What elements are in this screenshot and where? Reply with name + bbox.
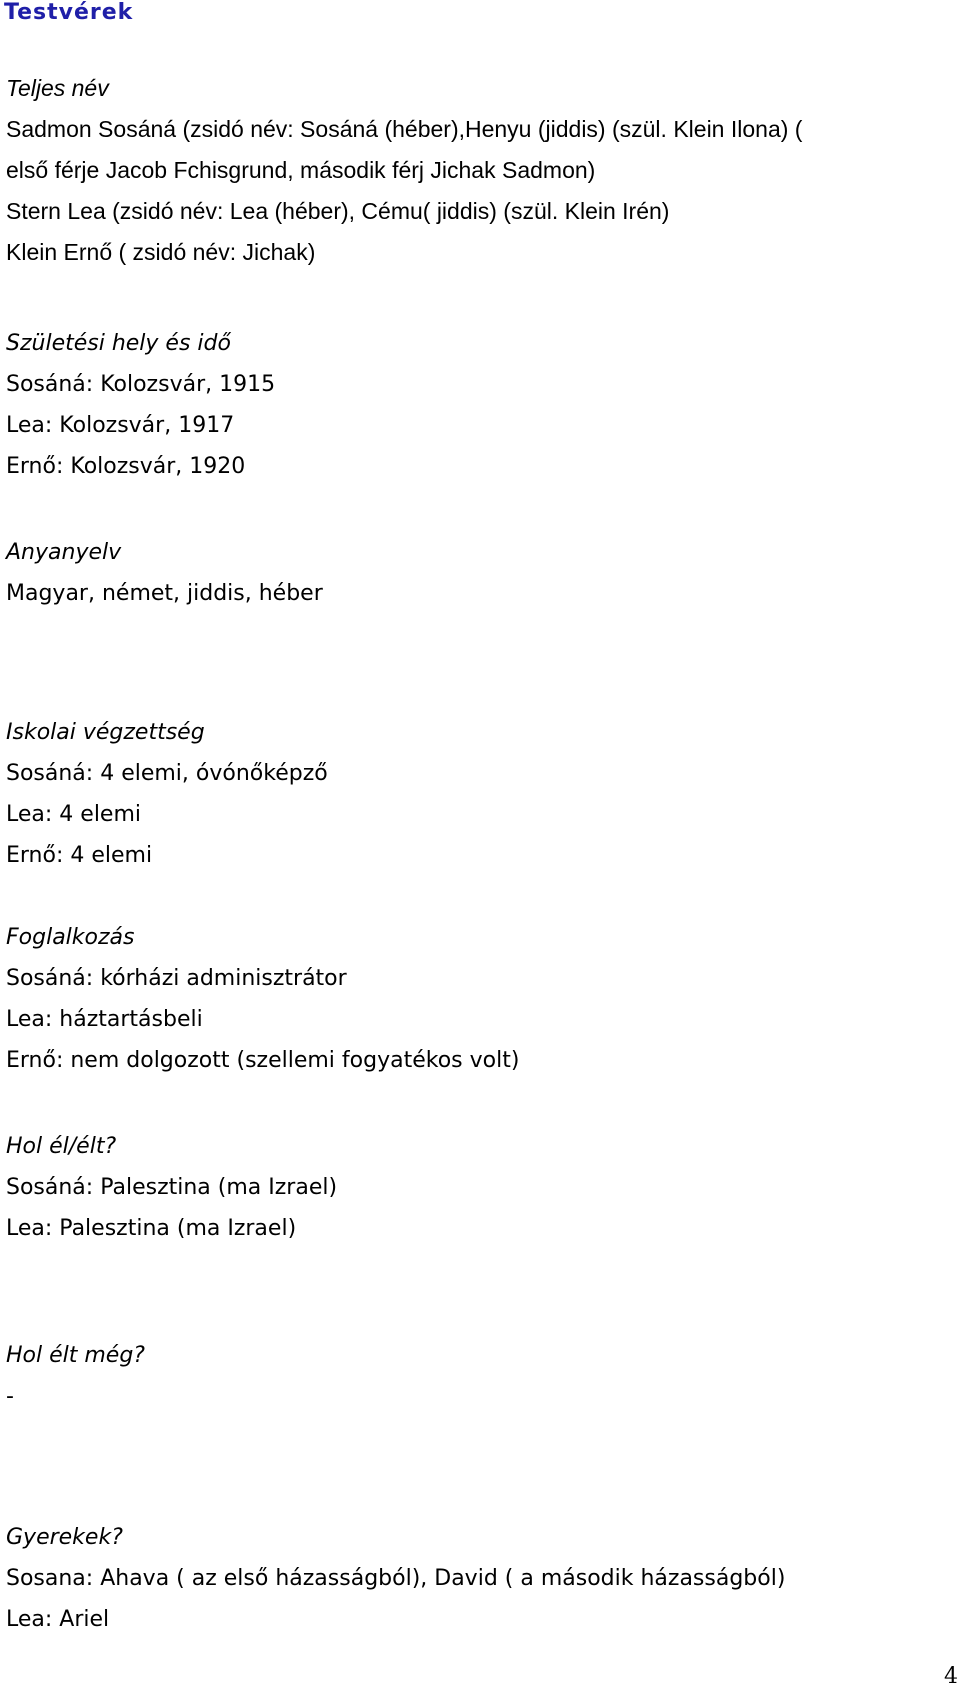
occupation-line: Lea: háztartásbeli [6, 1007, 203, 1032]
occupation-line: Ernő: nem dolgozott (szellemi fogyatékos volt) [6, 1048, 520, 1073]
education-line: Lea: 4 elemi [6, 802, 142, 827]
education-line: Ernő: 4 elemi [6, 843, 153, 868]
name-line: Klein Ernő ( zsidó név: Jichak) [6, 239, 316, 265]
birth-line: Lea: Kolozsvár, 1917 [6, 413, 235, 438]
children-line: Sosana: Ahava ( az első házasságból), David ( a második házasságból) [6, 1566, 786, 1591]
education-line: Sosáná: 4 elemi, óvónőképző [6, 761, 328, 786]
section-label: Foglalkozás [6, 925, 135, 950]
other-residence-line: - [6, 1384, 14, 1409]
page-number: 4 [944, 1664, 958, 1689]
section-birth [6, 323, 946, 487]
section-language [6, 532, 946, 614]
name-line: első férje Jacob Fchisgrund, második férj Jichak Sadmon) [6, 157, 596, 183]
section-label: Születési hely és idő [6, 331, 231, 356]
section-education [6, 712, 946, 876]
residence-line: Sosáná: Palesztina (ma Izrael) [6, 1175, 338, 1200]
occupation-line: Sosáná: kórházi adminisztrátor [6, 966, 347, 991]
section-label: Gyerekek? [6, 1525, 123, 1550]
name-line: Sadmon Sosáná (zsidó név: Sosáná (héber),Henyu (jiddis) (szül. Klein Ilona) ( [6, 116, 803, 142]
language-line: Magyar, német, jiddis, héber [6, 581, 323, 606]
section-label: Teljes név [6, 75, 109, 101]
page-heading: Testvérek [4, 0, 134, 25]
section-occupation [6, 917, 946, 1081]
section-label: Hol élt még? [6, 1343, 145, 1368]
birth-line: Ernő: Kolozsvár, 1920 [6, 454, 246, 479]
section-label: Iskolai végzettség [6, 720, 205, 745]
section-label: Hol él/élt? [6, 1134, 117, 1159]
name-line: Stern Lea (zsidó név: Lea (héber), Cému( jiddis) (szül. Klein Irén) [6, 198, 670, 224]
children-line: Lea: Ariel [6, 1607, 110, 1632]
birth-line: Sosáná: Kolozsvár, 1915 [6, 372, 276, 397]
section-children [6, 1517, 946, 1640]
section-other-residence [6, 1335, 946, 1417]
residence-line: Lea: Palesztina (ma Izrael) [6, 1216, 297, 1241]
section-label: Anyanyelv [6, 540, 122, 565]
section-full-names [6, 68, 946, 273]
section-residence [6, 1126, 946, 1249]
